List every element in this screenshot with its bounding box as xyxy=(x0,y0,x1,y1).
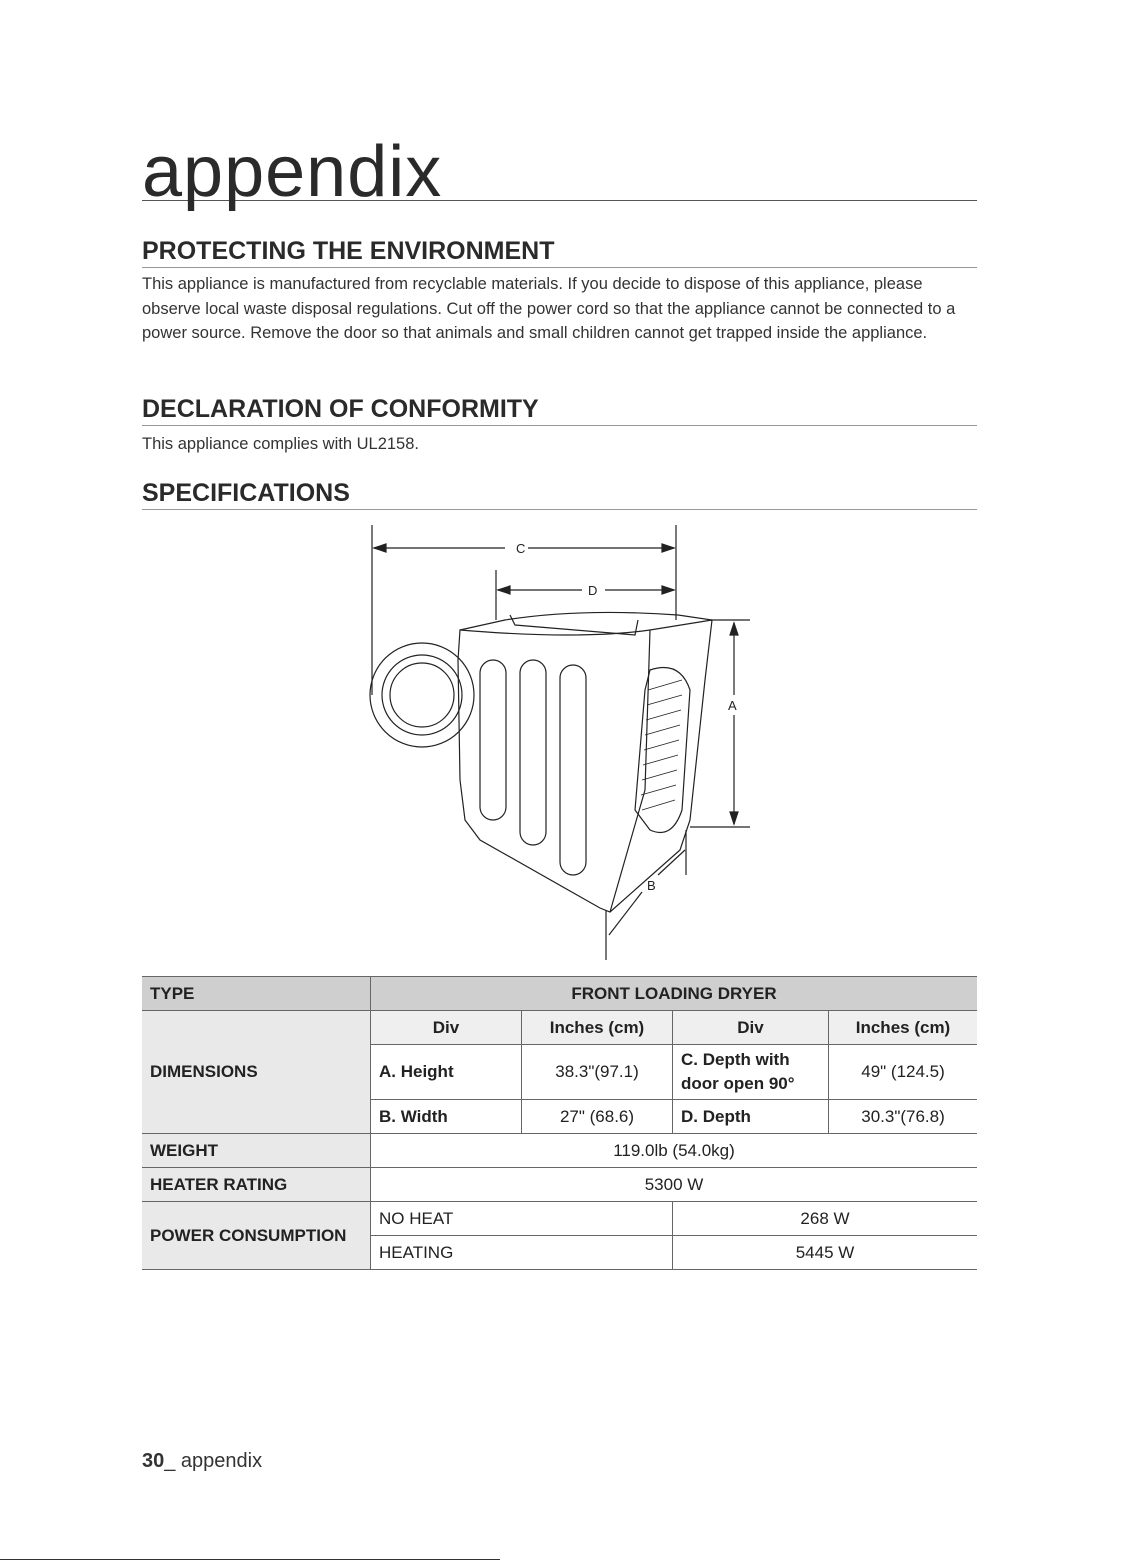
dim-header-inches-1: Inches (cm) xyxy=(522,1011,673,1045)
table-row xyxy=(142,1202,977,1236)
dryer-top-front-edge xyxy=(460,620,712,635)
heading-declaration-conformity: DECLARATION OF CONFORMITY xyxy=(142,394,977,426)
table-row-heater xyxy=(142,1168,977,1202)
dimension-a-label: A xyxy=(728,698,737,713)
heater-rating-value: 5300 W xyxy=(371,1168,978,1202)
dryer-door-inner xyxy=(382,655,462,735)
type-label: TYPE xyxy=(142,977,371,1011)
dimension-c-arrow-left xyxy=(374,544,386,552)
dim-c-value: 49" (124.5) xyxy=(829,1045,978,1100)
text-declaration-conformity: This appliance complies with UL2158. xyxy=(142,435,419,453)
weight-label: WEIGHT xyxy=(142,1134,371,1168)
dryer-front-right-edge xyxy=(610,630,650,912)
dimension-b-line-upper xyxy=(658,850,685,875)
bottom-rule xyxy=(0,1559,500,1560)
power-heating-value: 5445 W xyxy=(673,1236,978,1270)
page-title xyxy=(142,132,977,212)
dimension-a-arrow-top xyxy=(730,623,738,635)
dimension-d-label: D xyxy=(588,583,598,598)
dimension-a-arrow-bottom xyxy=(730,812,738,824)
dimension-d-arrow-left xyxy=(498,586,510,594)
specifications-table xyxy=(142,976,977,1270)
dim-c-label: C. Depth with door open 90° xyxy=(673,1045,829,1100)
dim-b-label: B. Width xyxy=(371,1100,522,1134)
heater-rating-label: HEATER RATING xyxy=(142,1168,371,1202)
dim-d-value: 30.3"(76.8) xyxy=(829,1100,978,1134)
text-protecting-environment: This appliance is manufactured from recyclable materials. If you decide to dispose of this appliance, please observe local waste disposal regulations. Cut off the power cord so that the appliance cannot be connected to a power source. Remove the door so that animals and small children cannot get trapped inside the appliance. xyxy=(142,275,956,342)
power-no-heat-label: NO HEAT xyxy=(371,1202,673,1236)
dim-header-div-2: Div xyxy=(673,1011,829,1045)
dimension-d-arrow-right xyxy=(662,586,674,594)
weight-value: 119.0lb (54.0kg) xyxy=(371,1134,978,1168)
dimensions-label: DIMENSIONS xyxy=(142,1011,371,1134)
dimension-c-label: C xyxy=(516,541,526,556)
footer-label: _ appendix xyxy=(164,1450,263,1472)
heading-protecting-environment: PROTECTING THE ENVIRONMENT xyxy=(142,236,977,268)
heading-specifications: SPECIFICATIONS xyxy=(142,478,977,510)
dim-d-label: D. Depth xyxy=(673,1100,829,1134)
dryer-rib-2 xyxy=(520,660,546,845)
dimension-c-arrow-right xyxy=(662,544,674,552)
power-no-heat-value: 268 W xyxy=(673,1202,978,1236)
dim-a-label: A. Height xyxy=(371,1045,522,1100)
dryer-rib-1 xyxy=(480,660,506,820)
type-value: FRONT LOADING DRYER xyxy=(371,977,978,1011)
power-heating-label: HEATING xyxy=(371,1236,673,1270)
dryer-door-glass xyxy=(390,663,454,727)
dryer-top-panel xyxy=(510,615,638,635)
page-number: 30 xyxy=(142,1450,165,1472)
dimension-b-label: B xyxy=(647,878,656,893)
table-row-weight xyxy=(142,1134,977,1168)
page-footer xyxy=(142,1450,262,1473)
table-row-dim-headers xyxy=(142,1011,977,1045)
dryer-dimension-diagram xyxy=(360,520,760,970)
dim-a-value: 38.3"(97.1) xyxy=(522,1045,673,1100)
dim-header-div-1: Div xyxy=(371,1011,522,1045)
dim-header-inches-2: Inches (cm) xyxy=(829,1011,978,1045)
table-row-type xyxy=(142,977,977,1011)
dryer-side-vent xyxy=(635,668,690,833)
power-consumption-label: POWER CONSUMPTION xyxy=(142,1202,371,1270)
dim-b-value: 27" (68.6) xyxy=(522,1100,673,1134)
page-title-text: appendix xyxy=(142,132,443,212)
dryer-rib-3 xyxy=(560,665,586,875)
